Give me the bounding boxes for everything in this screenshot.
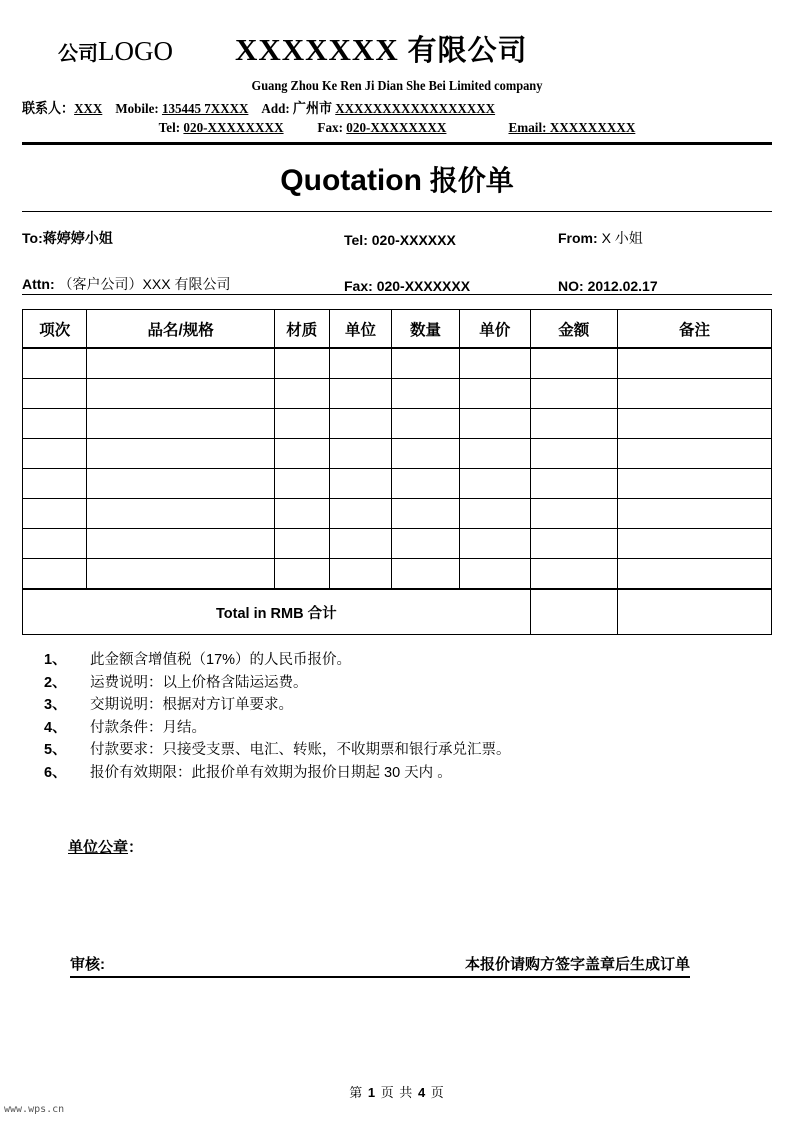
cell-remark[interactable] xyxy=(617,529,771,559)
footer-page-prefix: 第 xyxy=(349,1085,364,1100)
cell-unit-price[interactable] xyxy=(459,529,530,559)
cell-index[interactable] xyxy=(23,348,87,379)
footer-page-suffix: 页 xyxy=(430,1085,445,1100)
quotation-items-table xyxy=(22,309,772,635)
company-stamp-label: 单位公章 xyxy=(68,839,129,856)
to-label: To: xyxy=(22,230,43,246)
cell-unit-price[interactable] xyxy=(459,439,530,469)
term-number: 1、 xyxy=(44,652,67,668)
signature-note: 本报价请购方签字盖章后生成订单 xyxy=(464,956,690,973)
company-name-en: XXXXXXX xyxy=(235,32,399,67)
table-header-row xyxy=(23,310,772,349)
tel-value: 020-XXXXXXXX xyxy=(183,121,284,136)
letterhead-contact-line-2 xyxy=(45,121,750,137)
footer-page-current: 1 xyxy=(367,1085,377,1100)
info-row-gap xyxy=(22,248,772,258)
letterhead xyxy=(22,0,772,137)
cell-remark[interactable] xyxy=(617,469,771,499)
fax-label: Fax: xyxy=(317,121,347,136)
cell-material[interactable] xyxy=(274,529,329,559)
total-label-en: Total in RMB xyxy=(216,605,304,622)
cell-material[interactable] xyxy=(274,379,329,409)
table-row[interactable] xyxy=(23,559,772,590)
footer-page-total: 4 xyxy=(417,1085,427,1100)
page-footer xyxy=(0,1082,794,1101)
from-label: From: xyxy=(558,230,602,246)
cell-index[interactable] xyxy=(23,439,87,469)
cell-unit-price[interactable] xyxy=(459,379,530,409)
total-remark-cell[interactable] xyxy=(617,589,771,635)
cell-name-spec[interactable] xyxy=(87,559,274,590)
cell-amount[interactable] xyxy=(530,469,617,499)
term-number: 6、 xyxy=(44,764,67,781)
attn-field xyxy=(22,274,344,294)
table-body xyxy=(23,348,772,635)
contact-person-value: XXX xyxy=(74,102,103,117)
cell-amount[interactable] xyxy=(530,499,617,529)
cell-material[interactable] xyxy=(274,559,329,590)
col-header-amount: 金额 xyxy=(530,310,617,349)
company-logo xyxy=(58,36,173,67)
cell-unit[interactable] xyxy=(329,529,391,559)
cell-index[interactable] xyxy=(23,559,87,590)
page-title xyxy=(22,159,772,199)
letterhead-contact-line-1 xyxy=(22,98,720,118)
company-stamp-colon: ： xyxy=(128,839,144,856)
table-row[interactable] xyxy=(23,439,772,469)
info-tel-label: Tel: xyxy=(344,232,372,248)
term-text: 交期说明：根据对方订单要求。 xyxy=(90,697,293,713)
table-row[interactable] xyxy=(23,469,772,499)
cell-index[interactable] xyxy=(23,409,87,439)
cell-amount[interactable] xyxy=(530,559,617,590)
info-block-bottom-divider xyxy=(22,294,772,295)
from-value: X 小姐 xyxy=(601,230,643,246)
reviewer-label: 审核: xyxy=(70,956,105,973)
cell-material[interactable] xyxy=(274,439,329,469)
page-title-en: Quotation xyxy=(280,164,422,197)
info-tel-value: 020-XXXXXX xyxy=(371,232,456,248)
cell-remark[interactable] xyxy=(617,379,771,409)
mobile-value: 135445 7XXXX xyxy=(161,102,249,117)
term-number: 4、 xyxy=(44,719,67,736)
letterhead-title-row xyxy=(22,28,772,76)
cell-unit-price[interactable] xyxy=(459,469,530,499)
company-full-english-name: Guang Zhou Ke Ren Ji Dian She Bei Limited company xyxy=(251,78,543,93)
cell-amount[interactable] xyxy=(530,379,617,409)
address-label: Add: xyxy=(261,102,290,117)
tel-field xyxy=(344,232,558,248)
cell-name-spec[interactable] xyxy=(87,439,274,469)
table-row[interactable] xyxy=(23,348,772,379)
to-value: 蒋婷婷小姐 xyxy=(42,230,113,246)
cell-unit-price[interactable] xyxy=(459,559,530,590)
total-amount-cell[interactable] xyxy=(530,589,617,635)
term-item xyxy=(44,694,772,717)
table-row[interactable] xyxy=(23,529,772,559)
cell-unit-price[interactable] xyxy=(459,409,530,439)
cell-unit[interactable] xyxy=(329,469,391,499)
cell-index[interactable] xyxy=(23,529,87,559)
term-text: 运费说明：以上价格含陆运运费。 xyxy=(90,674,308,691)
total-label-cell xyxy=(23,589,531,635)
cell-name-spec[interactable] xyxy=(87,499,274,529)
cell-index[interactable] xyxy=(23,379,87,409)
document-content xyxy=(22,0,772,978)
terms-list xyxy=(44,649,772,784)
term-text: 报价有效期限：此报价单有效期为报价日期起 30 天内 。 xyxy=(90,764,452,781)
company-name-cn: 有限公司 xyxy=(407,35,528,67)
cell-amount[interactable] xyxy=(530,439,617,469)
cell-unit[interactable] xyxy=(329,348,391,379)
col-header-remark: 备注 xyxy=(617,310,771,349)
company-stamp-field xyxy=(68,836,772,857)
cell-unit[interactable] xyxy=(329,499,391,529)
table-row[interactable] xyxy=(23,379,772,409)
fax-value: 020-XXXXXXXX xyxy=(346,121,447,136)
col-header-material: 材质 xyxy=(274,310,329,349)
table-row[interactable] xyxy=(23,409,772,439)
cell-quantity[interactable] xyxy=(392,469,460,499)
email-label: Email: xyxy=(508,121,547,136)
cell-name-spec[interactable] xyxy=(87,529,274,559)
info-fax-label: Fax: xyxy=(344,278,377,294)
col-header-quantity: 数量 xyxy=(392,310,460,349)
quotation-no-label: NO: xyxy=(558,278,588,294)
col-header-unit: 单位 xyxy=(329,310,391,349)
cell-name-spec[interactable] xyxy=(87,469,274,499)
cell-amount[interactable] xyxy=(530,409,617,439)
cell-quantity[interactable] xyxy=(392,499,460,529)
fax-field xyxy=(344,278,558,294)
info-fax-value: 020-XXXXXXX xyxy=(376,278,471,294)
quotation-no-value: 2012.02.17 xyxy=(587,278,658,294)
cell-remark[interactable] xyxy=(617,439,771,469)
cell-quantity[interactable] xyxy=(392,559,460,590)
term-number: 3、 xyxy=(44,697,67,713)
total-label-cn: 合计 xyxy=(303,605,337,622)
col-header-name-spec: 品名/规格 xyxy=(87,310,274,349)
cell-remark[interactable] xyxy=(617,559,771,590)
letterhead-divider xyxy=(22,142,772,145)
cell-unit-price[interactable] xyxy=(459,348,530,379)
col-header-index: 项次 xyxy=(23,310,87,349)
cell-remark[interactable] xyxy=(617,409,771,439)
company-logo-en: LOGO xyxy=(98,36,173,66)
term-item xyxy=(44,717,772,740)
cell-quantity[interactable] xyxy=(392,348,460,379)
cell-quantity[interactable] xyxy=(392,439,460,469)
footer-page-mid: 页 共 xyxy=(380,1085,414,1100)
cell-material[interactable] xyxy=(274,409,329,439)
cell-amount[interactable] xyxy=(530,348,617,379)
term-text: 付款条件：月结。 xyxy=(90,719,206,736)
term-text: 此金额含增值税（17%）的人民币报价。 xyxy=(90,652,352,668)
cell-index[interactable] xyxy=(23,469,87,499)
cell-material[interactable] xyxy=(274,469,329,499)
col-header-unit-price: 单价 xyxy=(459,310,530,349)
company-logo-cn: 公司 xyxy=(58,43,98,65)
tel-label: Tel: xyxy=(158,121,184,136)
term-number: 2、 xyxy=(44,674,67,691)
cell-unit[interactable] xyxy=(329,439,391,469)
wps-watermark: www.wps.cn xyxy=(4,1104,65,1115)
address-city: 广州市 xyxy=(292,102,332,117)
cell-quantity[interactable] xyxy=(392,409,460,439)
address-value: XXXXXXXXXXXXXXXXX xyxy=(335,102,496,117)
quotation-no-field xyxy=(558,278,772,294)
term-item xyxy=(44,672,772,695)
cell-remark[interactable] xyxy=(617,499,771,529)
cell-name-spec[interactable] xyxy=(87,379,274,409)
term-text: 付款要求：只接受支票、电汇、转账，不收期票和银行承兑汇票。 xyxy=(90,742,511,758)
table-row[interactable] xyxy=(23,499,772,529)
table-total-row xyxy=(23,589,772,635)
cell-index[interactable] xyxy=(23,499,87,529)
cell-remark[interactable] xyxy=(617,348,771,379)
cell-quantity[interactable] xyxy=(392,529,460,559)
cell-material[interactable] xyxy=(274,348,329,379)
from-field xyxy=(558,228,772,248)
cell-unit[interactable] xyxy=(329,379,391,409)
attn-value: （客户公司）XXX 有限公司 xyxy=(58,276,231,292)
company-name xyxy=(235,28,527,69)
attn-label: Attn: xyxy=(22,276,59,292)
page-title-cn: 报价单 xyxy=(421,165,514,196)
contact-person-label: 联系人： xyxy=(22,102,75,117)
mobile-label: Mobile: xyxy=(115,102,159,117)
info-row-to xyxy=(22,212,772,248)
cell-amount[interactable] xyxy=(530,529,617,559)
cell-name-spec[interactable] xyxy=(87,409,274,439)
term-number: 5、 xyxy=(44,742,67,758)
info-row-attn xyxy=(22,258,772,294)
email-value: XXXXXXXXX xyxy=(546,121,636,136)
cell-name-spec[interactable] xyxy=(87,348,274,379)
cell-unit-price[interactable] xyxy=(459,499,530,529)
reviewer-signature-field xyxy=(70,953,690,978)
cell-unit[interactable] xyxy=(329,559,391,590)
cell-quantity[interactable] xyxy=(392,379,460,409)
cell-material[interactable] xyxy=(274,499,329,529)
term-item xyxy=(44,649,772,672)
term-item xyxy=(44,739,772,762)
term-item xyxy=(44,762,772,785)
cell-unit[interactable] xyxy=(329,409,391,439)
to-field xyxy=(22,228,344,248)
